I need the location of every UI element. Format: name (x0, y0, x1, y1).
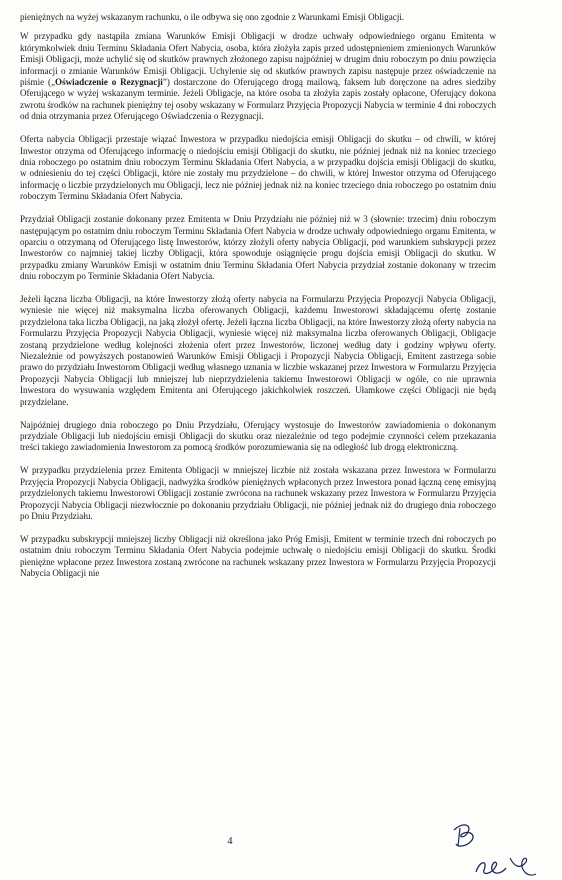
document-body (20, 12, 496, 591)
paragraph-text: Jeżeli łączna liczba Obligacji, na które Inwestorzy złożą oferty nabycia na Formularzu Przyjęcia Propozycji Nabycia Obligacji, wyniesie nie więcej niż maksymalna liczba oferowanych Obligacji, każdemu Inwestorowi składającemu ofertę zostanie przydzielona taka liczba Obligacji, na jaką złożył ofertę. Jeżeli łączna liczba Obligacji, na które Inwestorzy złożą oferty nabycia na Formularzu Przyjęcia Propozycji Nabycia Obligacji, wyniesie więcej niż maksymalna liczba oferowanych Obligacji, Obligacje zostaną przydzielone według kolejności złożenia ofert przez Inwestorów, liczonej według daty i godziny wpływu oferty. Niezależnie od powyższych postanowień Warunków Emisji Obligacji i Propozycji Nabycia Obligacji, Emitent zastrzega sobie prawo do przydziału Inwestorom Obligacji według własnego uznania w liczbie wskazanej przez Inwestora w Formularzu Przyjęcia Propozycji Nabycia Obligacji lub mniejszej lub nieprzydzielenia takiemu Inwestorowi Obligacji w ogóle, co nie uprawnia Inwestora do wysuwania względem Emitenta ani Oferującego jakichkolwiek roszczeń. Ułamkowe części Obligacji nie będą przydzielane. (20, 294, 496, 407)
paragraph-p3 (20, 214, 496, 282)
paragraph-p6 (20, 465, 496, 522)
paragraph-p2 (20, 134, 496, 202)
paragraph-text: W przypadku gdy nastąpiła zmiana Warunków Emisji Obligacji w drodze uchwały odpowiedniego organu Emitenta w którymkolwiek dniu Terminu Składania Ofert Nabycia, osoba, która złożyła zapis przed udostępnieniem zmienionych Warunków Emisji Obligacji, może uchylić się od skutków prawnych złożonego zapisu najpóźniej w drugim dniu roboczym po dniu powzięcia informacji o zmianie Warunków Emisji Obligacji. Uchylenie się od skutków prawnych zapisu następuje przez oświadczenie na piśmie („ (20, 31, 496, 88)
paragraph-p0 (20, 12, 496, 23)
paragraph-text: Oferta nabycia Obligacji przestaje wiązać Inwestora w przypadku niedojścia emisji Obligacji do skutku – od chwili, w której Inwestor otrzyma od Oferującego informację o niedojściu emisji Obligacji do skutku, nie później jednak niż na koniec trzeciego dnia roboczego po ostatnim dniu roboczym Terminu Składania Ofert Nabycia, a w przypadku dojścia emisji Obligacji do skutku, w odniesieniu do tej części Obligacji, które nie zostały mu przydzielone – do chwili, w której Inwestor otrzyma od Oferującego informację o liczbie przydzielonych mu Obligacji, lecz nie później jednak niż na koniec trzeciego dnia roboczego po ostatnim dniu roboczym Terminu Składania Ofert Nabycia. (20, 134, 496, 202)
paragraph-p5 (20, 420, 496, 454)
bold-term: Oświadczenie o Rezygnacji (55, 77, 163, 88)
paragraph-text: W przypadku przydzielenia przez Emitenta Obligacji w mniejszej liczbie niż została wskazana przez Inwestora w Formularzu Przyjęcia Propozycji Nabycia Obligacji, nadwyżka środków pieniężnych wpłaconych przez Inwestora ponad łączną cenę emisyjną przydzielonych takiemu Inwestorowi Obligacji zostanie zwrócona na rachunek wskazany przez Inwestora w Formularzu Przyjęcia Propozycji Nabycia Obligacji niezwłocznie po dokonaniu przydziału Obligacji, nie później jednak niż do drugiego dnia roboczego po Dniu Przydziału. (20, 465, 496, 521)
paragraph-text: W przypadku subskrypcji mniejszej liczby Obligacji niż określona jako Próg Emisji, Emitent w terminie trzech dni roboczych po ostatnim dniu roboczym Terminu Składania Ofert Nabycia podejmie uchwałę o niedojściu emisji Obligacji do skutku. Środki pieniężne wpłacone przez Inwestora zostaną zwrócone na rachunek wskazany przez Inwestora w Formularzu Przyjęcia Propozycji Nabycia Obligacji nie (20, 533, 496, 579)
paragraph-text: Przydział Obligacji zostanie dokonany przez Emitenta w Dniu Przydziału nie później niż w 3 (słownie: trzecim) dniu roboczym następującym po ostatnim dniu roboczym Terminu Składania Ofert Nabycia w drodze uchwały odpowiedniego organu Emitenta, w oparciu o otrzymaną od Oferującego listę Inwestorów, którzy złożyli oferty nabycia Obligacji, pod warunkiem subskrypcji przez Inwestorów co najmniej takiej liczby Obligacji, która spowoduje osiągnięcie progu dojścia emisji Obligacji do skutku. W przypadku zmiany Warunków Emisji w ostatnim dniu Terminu Składania Ofert Nabycia przydział zostanie dokonany w trzecim dniu roboczym po Terminie Składania Ofert Nabycia. (20, 214, 496, 282)
paragraph-text: Najpóźniej drugiego dnia roboczego po Dniu Przydziału, Oferujący wystosuje do Inwestorów zawiadomienia o dokonanym przydziale Obligacji lub niedojściu emisji Obligacji do skutku oraz niezależnie od tego podejmie czynności celem przekazania treści takiego zawiadomienia Inwestorom za pomocą środków porozumiewania się na odległość lub drogą elektroniczną. (20, 419, 496, 453)
paragraph-p7 (20, 534, 496, 580)
paragraph-text: ”) dostarczone do Oferującego drogą mailową, faksem lub doręczone na adres siedziby Oferującego w wyżej wskazanym terminie. Jeżeli Obligacje, na które osoba ta złożyła zapis zostały opłacone, Oferujący dokona zwrotu środków na rachunek pieniężny tej osoby wskazany w Formularz Przyjęcia Propozycji Nabycia w terminie 4 dni roboczych od dnia otrzymania przez Oferującego Oświadczenia o Rezygnacji. (20, 77, 496, 122)
paragraph-p1 (20, 31, 496, 122)
page-number: 4 (227, 836, 233, 847)
paragraph-p4 (20, 294, 496, 408)
handwritten-initials-signature (448, 820, 482, 854)
paragraph-text: pieniężnych na wyżej wskazanym rachunku, o ile odbywa się ono zgodnie z Warunkami Emisji Obligacji. (20, 12, 404, 22)
handwritten-signature (470, 852, 540, 880)
